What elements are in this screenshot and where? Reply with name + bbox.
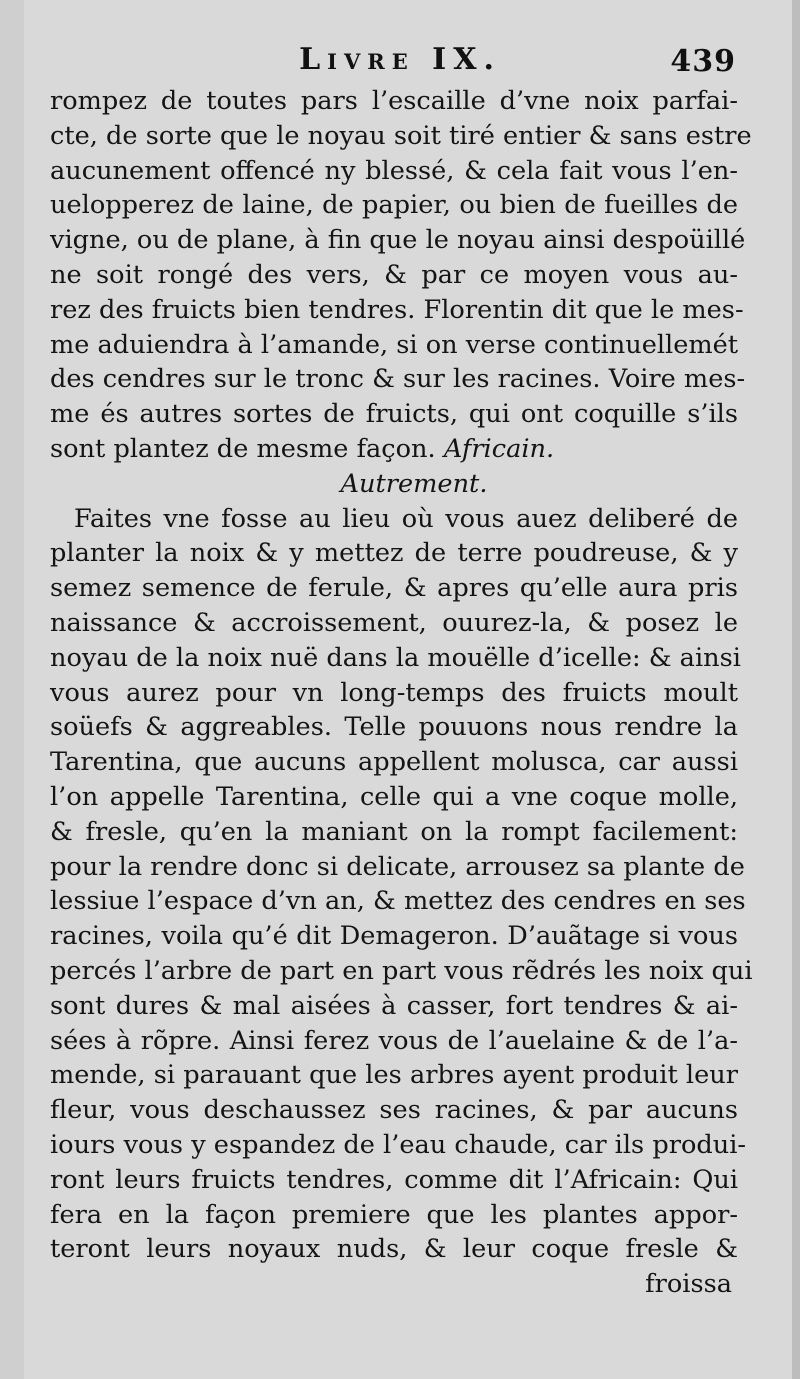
text-line: naissance & accroissement, ouurez-la, & posez le	[50, 607, 738, 638]
text-line: teront leurs noyaux nuds, & leur coque fresle &	[50, 1234, 738, 1265]
last-line-text: sont plantez de mesme façon.	[50, 433, 436, 464]
text-line: me és autres sortes de fruicts, qui ont coquille s’ils	[50, 399, 738, 430]
text-line: percés l’arbre de part en part vous rẽdrés les noix qui	[50, 955, 753, 986]
text-line: soüefs & aggreables. Telle pouuons nous rendre la	[50, 712, 738, 743]
text-line: vous aurez pour vn long-temps des fruicts moult	[50, 677, 738, 708]
section-heading: Autrement.	[340, 468, 488, 499]
text-line: ront leurs fruicts tendres, comme dit l’Africain: Qui	[50, 1164, 738, 1195]
text-line: l’on appelle Tarentina, celle qui a vne coque molle,	[50, 781, 738, 812]
text-line: rez des fruicts bien tendres. Florentin dit que le mes-	[50, 294, 744, 325]
text-line: sées à rõpre. Ainsi ferez vous de l’auelaine & de l’a-	[50, 1025, 738, 1056]
text-line: Tarentina, que aucuns appellent molusca, car aussi	[50, 747, 738, 778]
text-line: aucunement offencé ny blessé, & cela fait vous l’en-	[50, 155, 738, 186]
text-line: me aduiendra à l’amande, si on verse continuellemét	[50, 329, 739, 360]
text-line: fera en la façon premiere que les plantes appor-	[50, 1199, 738, 1230]
text-line: vigne, ou de plane, à fin que le noyau ainsi despoüillé	[50, 225, 746, 256]
text-line-last	[50, 432, 738, 467]
page-header	[0, 42, 800, 86]
text-line: racines, voila qu’é dit Demageron. D’auãtage si vous	[50, 921, 738, 952]
text-line: lessiue l’espace d’vn an, & mettez des cendres en ses	[50, 886, 746, 917]
text-line: pour la rendre donc si delicate, arrousez sa plante de	[50, 851, 745, 882]
text-line: mende, si parauant que les arbres ayent produit leur	[50, 1060, 738, 1091]
text-line: des cendres sur le tronc & sur les racines. Voire mes-	[50, 364, 746, 395]
text-line: sont dures & mal aisées à casser, fort tendres & ai-	[50, 990, 738, 1021]
text-line: planter la noix & y mettez de terre poudreuse, & y	[50, 538, 738, 569]
text-line: iours vous y espandez de l’eau chaude, car ils produi-	[50, 1129, 747, 1160]
text-line: cte, de sorte que le noyau soit tiré entier & sans estre	[50, 120, 752, 151]
page-edge-shadow	[792, 0, 800, 1379]
attribution: Africain.	[443, 433, 555, 464]
body-text	[50, 84, 753, 1302]
text-line: uelopperez de laine, de papier, ou bien de fueilles de	[50, 190, 738, 221]
text-line: & fresle, qu’en la maniant on la rompt facilement:	[50, 816, 738, 847]
text-line: semez semence de ferule, & apres qu’elle aura pris	[50, 573, 738, 604]
text-line: ne soit rongé des vers, & par ce moyen vous au-	[50, 259, 738, 290]
text-line: Faites vne fosse au lieu où vous auez deliberé de	[74, 503, 738, 534]
page-number: 439	[670, 44, 736, 79]
text-line: rompez de toutes pars l’escaille d’vne noix parfai-	[50, 86, 738, 116]
running-title: Livre IX.	[299, 42, 501, 77]
catchword: froissa	[645, 1269, 732, 1300]
page-gutter-shadow	[0, 0, 24, 1379]
text-line: noyau de la noix nuë dans la mouëlle d’icelle: & ainsi	[50, 642, 741, 673]
text-line: fleur, vous deschaussez ses racines, & par aucuns	[50, 1095, 738, 1126]
